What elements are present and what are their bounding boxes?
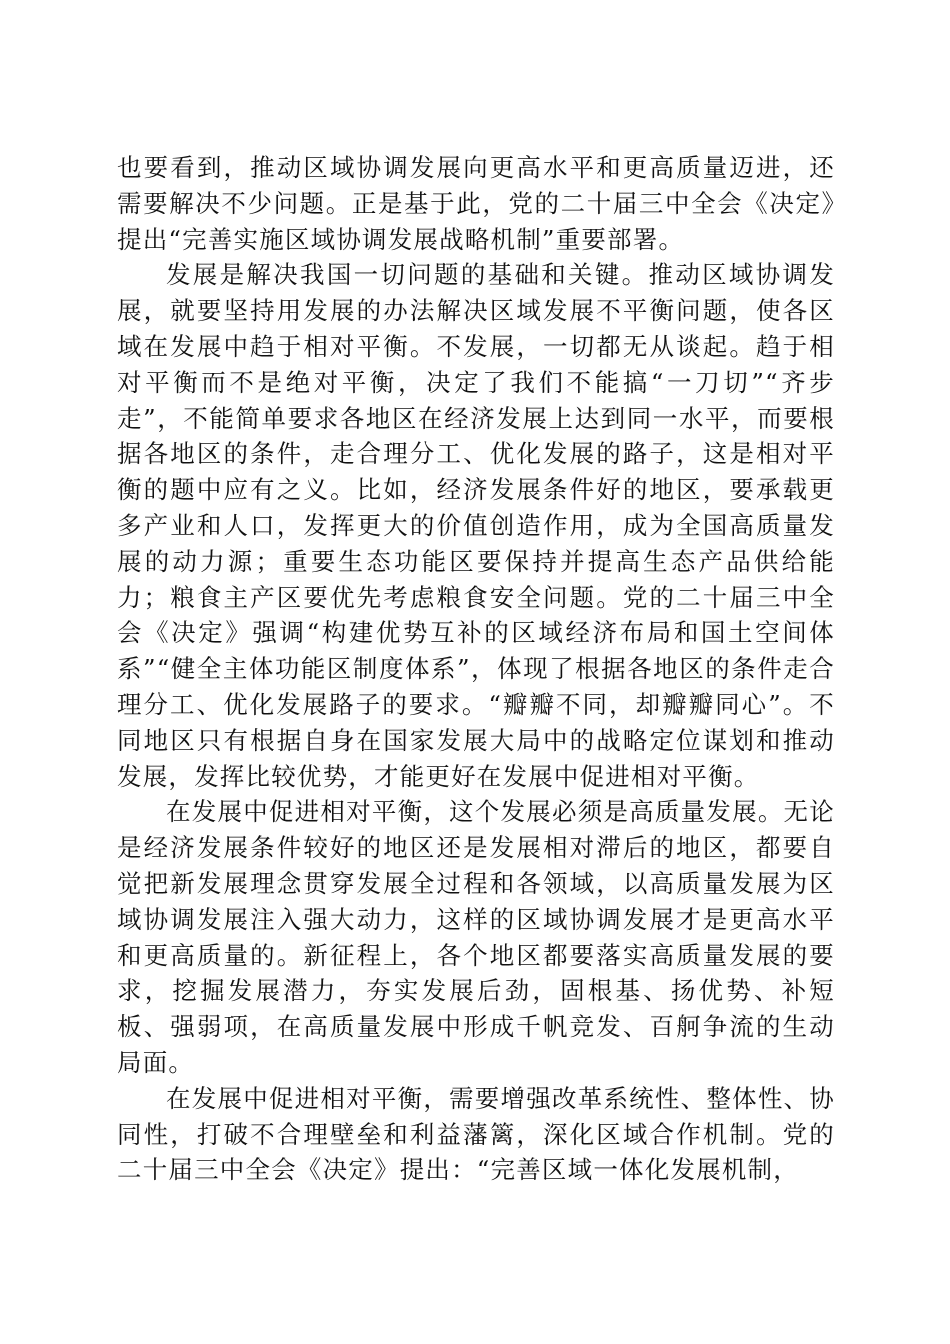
document-page <box>117 150 835 1188</box>
paragraph-1: 也要看到，推动区域协调发展向更高水平和更高质量迈进，还需要解决不少问题。正是基于此，党的二十届三中全会《决定》提出“完善实施区域协调发展战略机制”重要部署。 <box>117 153 835 254</box>
paragraph-4: 在发展中促进相对平衡，需要增强改革系统性、整体性、协同性，打破不合理壁垒和利益藩篱，深化区域合作机制。党的二十届三中全会《决定》提出：“完善区域一体化发展机制， <box>117 1083 835 1185</box>
paragraph-2: 发展是解决我国一切问题的基础和关键。推动区域协调发展，就要坚持用发展的办法解决区域发展不平衡问题，使各区域在发展中趋于相对平衡。不发展，一切都无从谈起。趋于相对平衡而不是绝对平衡，决定了我们不能搞“一刀切”“齐步走”，不能简单要求各地区在经济发展上达到同一水平，而要根据各地区的条件，走合理分工、优化发展的路子，这是相对平衡的题中应有之义。比如，经济发展条件好的地区，要承载更多产业和人口，发挥更大的价值创造作用，成为全国高质量发展的动力源；重要生态功能区要保持并提高生态产品供给能力；粮食主产区要优先考虑粮食安全问题。党的二十届三中全会《决定》强调“构建优势互补的区域经济布局和国土空间体系”“健全主体功能区制度体系”，体现了根据各地区的条件走合理分工、优化发展路子的要求。“瓣瓣不同，却瓣瓣同心”。不同地区只有根据自身在国家发展大局中的战略定位谋划和推动发展，发挥比较优势，才能更好在发展中促进相对平衡。 <box>117 260 835 791</box>
paragraph-3: 在发展中促进相对平衡，这个发展必须是高质量发展。无论是经济发展条件较好的地区还是发展相对滞后的地区，都要自觉把新发展理念贯穿发展全过程和各领域，以高质量发展为区域协调发展注入强大动力，这样的区域协调发展才是更高水平和更高质量的。新征程上，各个地区都要落实高质量发展的要求，挖掘发展潜力，夯实发展后劲，固根基、扬优势、补短板、强弱项，在高质量发展中形成千帆竞发、百舸争流的生动局面。 <box>117 797 835 1077</box>
